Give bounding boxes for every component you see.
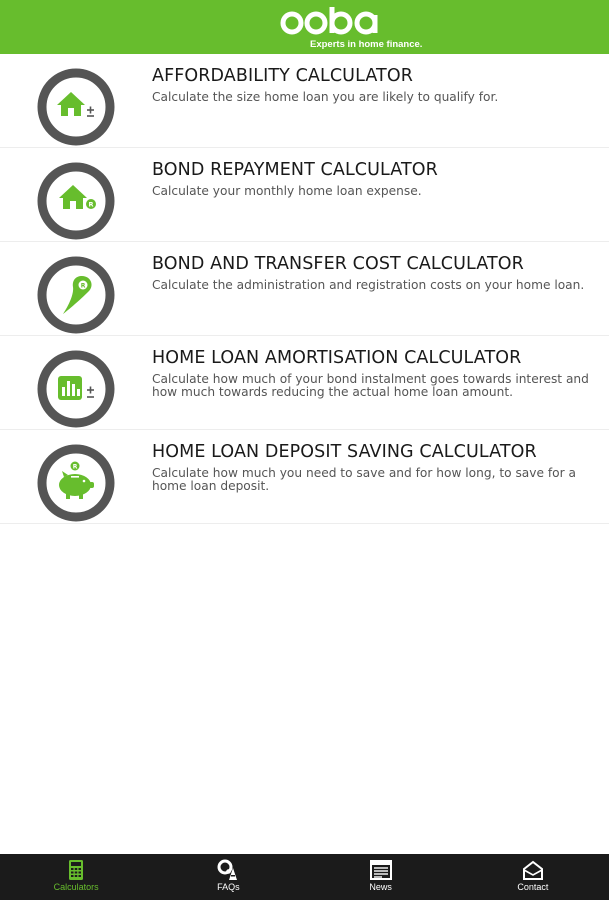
nav-tab-faqs[interactable] [152,854,304,900]
qa-icon [217,859,239,881]
nav-label-calculators: Calculators [53,882,99,892]
rand-pin-icon [37,256,115,334]
ooba-logo [280,6,380,38]
house-plus-minus-icon [37,68,115,146]
nav-label-news: News [369,882,392,892]
affordability-calculator-item[interactable] [0,54,609,148]
deposit-saving-calculator-item[interactable] [0,430,609,524]
calculator-title: BOND REPAYMENT CALCULATOR [152,160,438,180]
calculator-icon [65,859,87,881]
nav-label-faqs: FAQs [217,882,240,892]
calculator-description: Calculate the administration and registration costs on your home loan. [152,278,585,292]
svg-text:R: R [80,282,86,290]
bond-transfer-cost-calculator-item[interactable] [0,242,609,336]
amortisation-calculator-item[interactable] [0,336,609,430]
calculator-list [0,54,609,524]
calculator-description: Calculate how much you need to save and for how long, to save for a home loan deposit. [152,466,576,493]
nav-tab-news[interactable] [305,854,457,900]
app-header [0,0,609,54]
svg-text:R: R [88,200,94,209]
calculator-description: Calculate your monthly home loan expense. [152,184,422,198]
bar-chart-plus-minus-icon [37,350,115,428]
calculator-description: Calculate how much of your bond instalment goes towards interest and how much towards reducing the actual home loan amount. [152,372,589,399]
calculator-title: AFFORDABILITY CALCULATOR [152,66,413,86]
calculator-title: BOND AND TRANSFER COST CALCULATOR [152,254,524,274]
nav-label-contact: Contact [517,882,549,892]
bottom-navigation [0,854,609,900]
envelope-icon [522,859,544,881]
svg-text:R: R [72,463,78,471]
newspaper-icon [370,859,392,881]
piggy-bank-icon [37,444,115,522]
house-rand-icon [37,162,115,240]
calculator-title: HOME LOAN DEPOSIT SAVING CALCULATOR [152,442,537,462]
header-tagline: Experts in home finance. [310,39,423,50]
nav-tab-contact[interactable] [457,854,609,900]
calculator-title: HOME LOAN AMORTISATION CALCULATOR [152,348,522,368]
bond-repayment-calculator-item[interactable] [0,148,609,242]
calculator-description: Calculate the size home loan you are likely to qualify for. [152,90,499,104]
nav-tab-calculators[interactable] [0,854,152,900]
